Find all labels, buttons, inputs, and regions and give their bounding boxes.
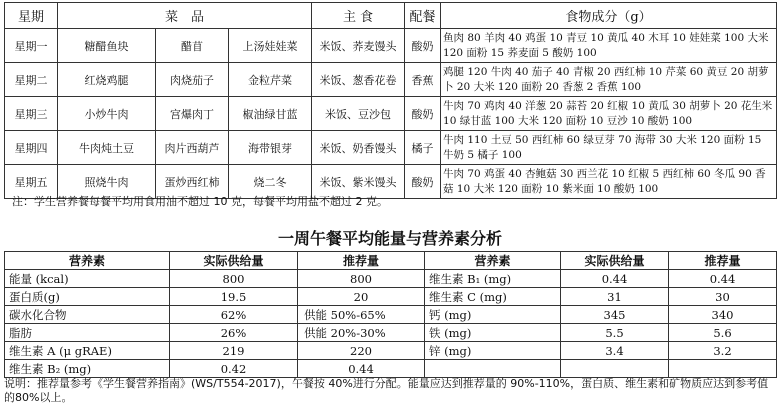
dish-cell: 肉烧茄子 xyxy=(156,63,229,97)
staple-cell: 米饭、奶香馒头 xyxy=(312,131,405,165)
day-cell: 星期三 xyxy=(5,97,58,131)
recommended-value: 供能 20%-30% xyxy=(298,324,425,342)
actual-value: 3.4 xyxy=(561,342,669,360)
recommended-value: 5.6 xyxy=(669,324,777,342)
recommended-value: 0.44 xyxy=(669,270,777,288)
actual-value: 0.44 xyxy=(561,270,669,288)
staple-cell: 米饭、豆沙包 xyxy=(312,97,405,131)
menu-row xyxy=(5,97,777,131)
dish-cell: 照烧牛肉 xyxy=(58,165,156,199)
actual-value xyxy=(561,360,669,378)
dish-cell: 椒油绿甘蓝 xyxy=(229,97,312,131)
recommended-value: 0.44 xyxy=(298,360,425,378)
header-side: 配餐 xyxy=(405,3,441,29)
nutrition-row xyxy=(5,324,777,342)
dish-cell: 牛肉炖土豆 xyxy=(58,131,156,165)
nutrition-table xyxy=(4,251,777,378)
recommended-value xyxy=(669,360,777,378)
ingredients-cell: 牛肉 70 鸡肉 40 洋葱 20 蒜苔 20 红椒 10 黄瓜 30 胡萝卜 20 花生米 10 绿甘蓝 100 大米 120 面粉 10 豆沙 10 酸奶 100 xyxy=(441,97,777,131)
recommended-value: 供能 50%-65% xyxy=(298,306,425,324)
recommended-value: 220 xyxy=(298,342,425,360)
header-recommended: 推荐量 xyxy=(298,252,425,270)
nutrient-name: 维生素 B₁ (mg) xyxy=(425,270,561,288)
dish-cell: 糖醋鱼块 xyxy=(58,29,156,63)
dish-cell: 烧二冬 xyxy=(229,165,312,199)
header-day: 星期 xyxy=(5,3,58,29)
dish-cell: 红烧鸡腿 xyxy=(58,63,156,97)
nutrition-note: 说明：推荐量参考《学生餐营养指南》(WS/T554-2017)，午餐按 40%进行分配。能量应达到推荐量的 90%-110%，蛋白质、维生素和矿物质应达到参考值的80%以上。 xyxy=(4,377,769,404)
actual-value: 5.5 xyxy=(561,324,669,342)
menu-row xyxy=(5,131,777,165)
actual-value: 0.42 xyxy=(170,360,298,378)
header-actual: 实际供给量 xyxy=(561,252,669,270)
day-cell: 星期五 xyxy=(5,165,58,199)
menu-row xyxy=(5,29,777,63)
side-cell: 酸奶 xyxy=(405,165,441,199)
dish-cell: 宫爆肉丁 xyxy=(156,97,229,131)
header-nutrient: 营养素 xyxy=(425,252,561,270)
dish-cell: 蛋炒西红柿 xyxy=(156,165,229,199)
nutrient-name: 锌 (mg) xyxy=(425,342,561,360)
header-ingredients: 食物成分（g） xyxy=(441,3,777,29)
header-nutrient: 营养素 xyxy=(5,252,170,270)
staple-cell: 米饭、紫米馒头 xyxy=(312,165,405,199)
staple-cell: 米饭、葱香花卷 xyxy=(312,63,405,97)
nutrition-row xyxy=(5,288,777,306)
ingredients-cell: 鸡腿 120 牛肉 40 茄子 40 青椒 20 西红柿 10 芹菜 60 黄豆 20 胡萝卜 20 大米 120 面粉 20 香葱 2 香蕉 100 xyxy=(441,63,777,97)
dish-cell: 金粒芹菜 xyxy=(229,63,312,97)
header-actual: 实际供给量 xyxy=(170,252,298,270)
actual-value: 19.5 xyxy=(170,288,298,306)
actual-value: 31 xyxy=(561,288,669,306)
nutrient-name xyxy=(425,360,561,378)
menu-header-row xyxy=(5,3,777,29)
recommended-value: 20 xyxy=(298,288,425,306)
actual-value: 219 xyxy=(170,342,298,360)
ingredients-cell: 牛肉 70 鸡蛋 40 杏鲍菇 30 西兰花 10 红椒 5 西红柿 60 冬瓜 90 香菇 10 大米 120 面粉 10 紫米面 10 酸奶 100 xyxy=(441,165,777,199)
dish-cell: 上汤娃娃菜 xyxy=(229,29,312,63)
nutrition-row xyxy=(5,342,777,360)
nutrient-name: 能量 (kcal) xyxy=(5,270,170,288)
nutrient-name: 铁 (mg) xyxy=(425,324,561,342)
staple-cell: 米饭、荞麦馒头 xyxy=(312,29,405,63)
nutrient-name: 维生素 C (mg) xyxy=(425,288,561,306)
nutrient-name: 脂肪 xyxy=(5,324,170,342)
menu-row xyxy=(5,63,777,97)
actual-value: 62% xyxy=(170,306,298,324)
dish-cell: 小炒牛肉 xyxy=(58,97,156,131)
header-staple: 主 食 xyxy=(312,3,405,29)
day-cell: 星期二 xyxy=(5,63,58,97)
day-cell: 星期四 xyxy=(5,131,58,165)
dish-cell: 醋苜 xyxy=(156,29,229,63)
actual-value: 345 xyxy=(561,306,669,324)
dish-cell: 海带银芽 xyxy=(229,131,312,165)
header-dishes: 菜 品 xyxy=(58,3,312,29)
day-cell: 星期一 xyxy=(5,29,58,63)
side-cell: 酸奶 xyxy=(405,29,441,63)
weekly-menu-table xyxy=(4,2,777,199)
nutrient-name: 碳水化合物 xyxy=(5,306,170,324)
ingredients-cell: 牛肉 110 土豆 50 西红柿 60 绿豆芽 70 海带 30 大米 120 面粉 15 牛奶 5 橘子 100 xyxy=(441,131,777,165)
ingredients-cell: 鱼肉 80 羊肉 40 鸡蛋 10 青豆 10 黄瓜 40 木耳 10 娃娃菜 100 大米 120 面粉 15 荞麦面 5 酸奶 100 xyxy=(441,29,777,63)
recommended-value: 30 xyxy=(669,288,777,306)
recommended-value: 800 xyxy=(298,270,425,288)
nutrition-row xyxy=(5,306,777,324)
nutrient-name: 钙 (mg) xyxy=(425,306,561,324)
side-cell: 香蕉 xyxy=(405,63,441,97)
recommended-value: 3.2 xyxy=(669,342,777,360)
recommended-value: 340 xyxy=(669,306,777,324)
actual-value: 26% xyxy=(170,324,298,342)
nutrition-row xyxy=(5,360,777,378)
nutrient-name: 维生素 A (μ gRAE) xyxy=(5,342,170,360)
nutrition-header-row xyxy=(5,252,777,270)
side-cell: 橘子 xyxy=(405,131,441,165)
nutrient-name: 维生素 B₂ (mg) xyxy=(5,360,170,378)
nutrition-title: 一周午餐平均能量与营养素分析 xyxy=(277,229,502,248)
nutrient-name: 蛋白质(g) xyxy=(5,288,170,306)
actual-value: 800 xyxy=(170,270,298,288)
nutrition-row xyxy=(5,270,777,288)
menu-note: 注：学生营养餐每餐平均用食用油不超过 10 克，每餐平均用盐不超过 2 克。 xyxy=(12,195,388,208)
header-recommended: 推荐量 xyxy=(669,252,777,270)
dish-cell: 肉片西葫芦 xyxy=(156,131,229,165)
side-cell: 酸奶 xyxy=(405,97,441,131)
